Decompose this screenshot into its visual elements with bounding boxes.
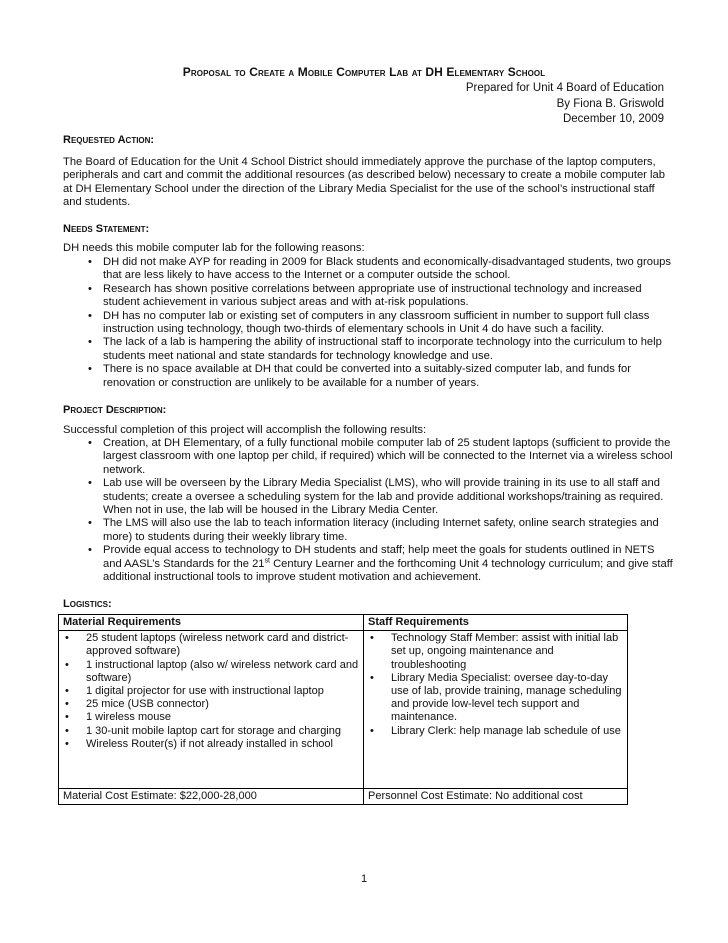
list-item: • 1 instructional laptop (also w/ wireless network card and software) (63, 659, 359, 685)
list-item: • 25 mice (USB connector) (63, 698, 359, 711)
project-intro: Successful completion of this project will accomplish the following results: (63, 424, 427, 436)
preparation-info (466, 81, 664, 128)
project-list (63, 437, 675, 584)
list-item: • DH did not make AYP for reading in 2009 for Black students and economically-disadvantaged students, two groups that are less likely to have access to the Internet or a computer outside the school. (63, 256, 675, 283)
table-row (59, 789, 628, 805)
list-item: • Library Media Specialist: oversee day-to-day use of lab, provide training, manage scheduling and provide low-level tech support and maintenance. (368, 672, 623, 725)
list-item: • There is no space available at DH that could be converted into a suitably-sized computer lab, and funds for renovation or construction are unlikely to be available for a number of years. (63, 363, 675, 390)
needs-list (63, 256, 675, 390)
material-cost: Material Cost Estimate: $22,000-28,000 (59, 789, 364, 805)
list-item: • Research has shown positive correlations between appropriate use of instructional technology and increased student achievement in various subject areas and with at-risk populations. (63, 283, 675, 310)
list-item: • 1 wireless mouse (63, 711, 359, 724)
needs-heading: Needs Statement: (63, 223, 150, 235)
staff-cell (364, 631, 628, 789)
list-item: • Library Clerk: help manage lab schedule of use (368, 725, 623, 738)
material-header: Material Requirements (59, 615, 364, 631)
prepared-by: By Fiona B. Griswold (556, 97, 664, 110)
table-row (59, 631, 628, 789)
logistics-heading: Logistics: (63, 598, 112, 610)
list-item: • Creation, at DH Elementary, of a fully functional mobile computer lab of 25 student laptops (sufficient to provide the largest classroom with one laptop per child, if required) which will be connected to the Internet via a wireless school network. (63, 437, 675, 477)
personnel-cost: Personnel Cost Estimate: No additional cost (364, 789, 628, 805)
material-list (63, 632, 359, 751)
list-item: • Technology Staff Member: assist with initial lab set up, ongoing maintenance and troubleshooting (368, 632, 623, 672)
requested-action-heading: Requested Action: (63, 134, 155, 146)
project-heading: Project Description: (63, 404, 167, 416)
list-item: • DH has no computer lab or existing set of computers in any classroom sufficient in number to support full class instruction using technology, though two-thirds of elementary schools in Unit 4 do have such a facility. (63, 310, 675, 337)
list-item (63, 544, 675, 584)
requested-action-text: The Board of Education for the Unit 4 School District should immediately approve the purchase of the laptop computers, peripherals and cart and commit the additional resources (as described below) necessary to create a mobile computer lab at DH Elementary School under the direction of the Library Media Specialist for the use of the school’s instructional staff and students. (63, 156, 665, 209)
list-item: • 1 digital projector for use with instructional laptop (63, 685, 359, 698)
list-item: • The lack of a lab is hampering the ability of instructional staff to incorporate technology into the curriculum to help students meet national and state standards for technology knowledge and use. (63, 336, 675, 363)
material-cell (59, 631, 364, 789)
list-item: • 25 student laptops (wireless network card and district-approved software) (63, 632, 359, 658)
list-item: • Lab use will be overseen by the Library Media Specialist (LMS), who will provide training in its use to all staff and students; create a oversee a scheduling system for the lab and provide additional workshops/training as required. When not in use, the lab will be housed in the Library Media Center. (63, 477, 675, 517)
title-text: Proposal to Create a Mobile Computer Lab at DH Elementary School (182, 65, 546, 79)
superscript-st: st (264, 556, 270, 564)
prepared-for: Prepared for Unit 4 Board of Education (465, 82, 664, 94)
list-item-text-a: Provide equal access to technology to DH students and staff; help meet the goals for students outlined in NETS and AASL’s Standards for the 21 (103, 544, 655, 570)
staff-list (368, 632, 623, 738)
page-number: 1 (360, 873, 368, 885)
prepared-date: December 10, 2009 (562, 113, 664, 125)
document-title (0, 66, 728, 79)
staff-header: Staff Requirements (364, 615, 628, 631)
list-item: • 1 30-unit mobile laptop cart for storage and charging (63, 725, 359, 738)
list-item: • Wireless Router(s) if not already installed in school (63, 738, 359, 751)
table-header-row (59, 615, 628, 631)
requested-action-body (63, 156, 673, 210)
list-item: • The LMS will also use the lab to teach information literacy (including Internet safety, online search strategies and more) to students during their weekly library time. (63, 517, 675, 544)
list-item-text-b: Century Learner and the forthcoming Unit 4 technology curriculum; and give staff additional instructional tools to improve student motivation and achievement. (103, 557, 673, 584)
logistics-table (58, 614, 628, 805)
needs-intro: DH needs this mobile computer lab for the following reasons: (63, 242, 365, 254)
